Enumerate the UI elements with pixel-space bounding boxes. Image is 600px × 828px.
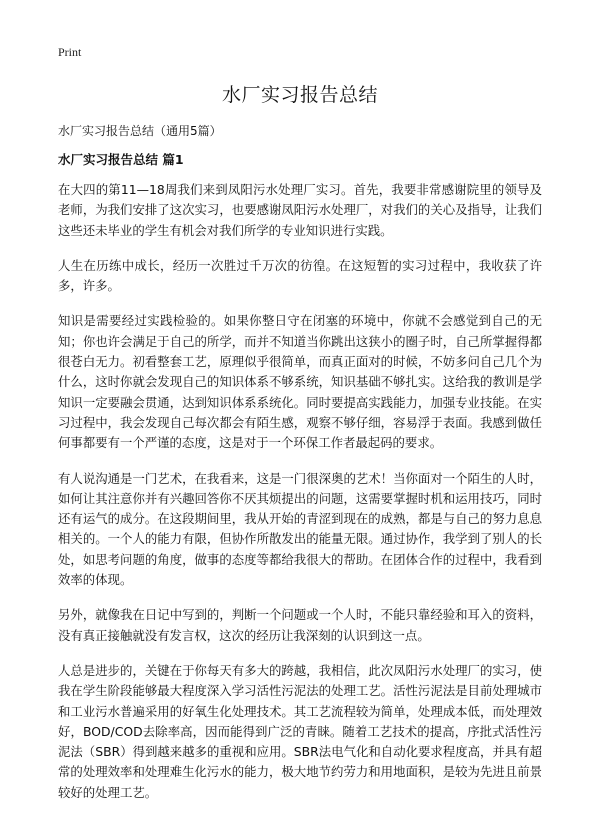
paragraph: 人生在历练中成长，经历一次胜过千万次的彷徨。在这短暂的实习过程中，我收获了许多，许多。 [58, 257, 542, 294]
print-link[interactable]: Print [58, 45, 82, 59]
paragraph: 另外，就像我在日记中写到的，判断一个问题或一个人时，不能只靠经验和耳入的资料，没有真正接触就没有发言权，这次的经历让我深刻的认识到这一点。 [58, 607, 542, 643]
paragraph: 人总是进步的，关键在于你每天有多大的跨越，我相信，此次凤阳污水处理厂的实习，使我在学生阶段能够最大程度深入学习活性污泥法的处理工艺。活性污泥法是目前处理城市和工业污水普遍采用的好氧生化处理技术。其工艺流程较为简单，处理成本低，而处理效好，BOD/COD去除率高，因而能得到广泛的青睐。随着工艺技术的提高，序批式活性污泥法（SBR）得到越来越多的重视和应用。SBR法电气化和自动化要求程度高，并具有超常的处理效率和处理难生化污水的能力，极大地节约劳力和用地面积，是较为先进且前景较好的处理工艺。 [58, 662, 542, 800]
section-heading: 水厂实习报告总结 篇1 [58, 152, 184, 167]
paragraph: 有人说沟通是一门艺术，在我看来，这是一门很深奥的艺术！当你面对一个陌生的人时，如何让其注意你并有兴趣回答你不厌其烦提出的问题，这需要掌握时机和运用技巧，同时还有运气的成分。在这段期间里，我从开始的青涩到现在的成熟，都是与自己的努力息息相关的。一个人的能力有限，但协作所散发出的能量无限。通过协作，我学到了别人的长处，如思考问题的角度，做事的态度等都给我很大的帮助。在团体合作的过程中，我看到效率的体现。 [58, 470, 542, 588]
paragraph: 知识是需要经过实践检验的。如果你整日守在闭塞的环境中，你就不会感觉到自己的无知；你也许会满足于自己的所学，而并不知道当你跳出这狭小的圈子时，自己所掌握得都很苍白无力。初看整套工艺，原理似乎很简单，而真正面对的时候，不妨多问自己几个为什么，这时你就会发现自己的知识体系不够系统，知识基础不够扎实。这给我的教训是学知识一定要融会贯通，达到知识体系系统化。同时要提高实践能力，加强专业技能。在实习过程中，我会发现自己每次都会有陌生感，观察不够仔细，容易浮于表面。我感到做任何事都要有一个严谨的态度，这是对于一个环保工作者最起码的要求。 [58, 313, 542, 451]
paragraph: 在大四的第11—18周我们来到凤阳污水处理厂实习。首先，我要非常感谢院里的领导及老师，为我们安排了这次实习，也要感谢凤阳污水处理厂，对我们的关心及指导，让我们这些还未毕业的学生有机会对我们所学的专业知识进行实践。 [58, 182, 542, 238]
document-body [58, 180, 542, 818]
page-title: 水厂实习报告总结 [221, 84, 378, 106]
document-subtitle: 水厂实习报告总结（通用5篇） [58, 124, 222, 138]
